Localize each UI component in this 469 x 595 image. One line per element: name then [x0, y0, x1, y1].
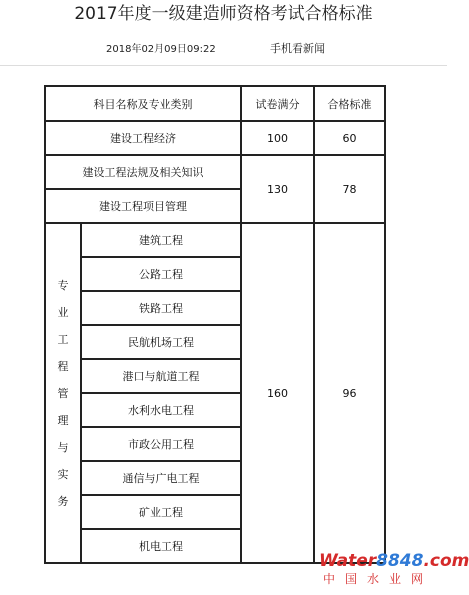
subject-economy: 建设工程经济	[45, 121, 241, 155]
full-score-professional: 160	[241, 223, 314, 563]
watermark-brand: Water8848.com	[319, 551, 469, 571]
pass-standard-table	[44, 85, 386, 564]
professional-item: 市政公用工程	[81, 427, 241, 461]
professional-item: 铁路工程	[81, 291, 241, 325]
pass-score-professional: 96	[314, 223, 385, 563]
subject-law: 建设工程法规及相关知识	[45, 155, 241, 189]
header-full-score: 试卷满分	[241, 86, 314, 121]
source-link[interactable]: 手机看新闻	[270, 42, 325, 55]
professional-item: 矿业工程	[81, 495, 241, 529]
table-row	[45, 223, 385, 257]
professional-item: 机电工程	[81, 529, 241, 563]
professional-item: 公路工程	[81, 257, 241, 291]
pass-score-group2: 78	[314, 155, 385, 223]
professional-category	[45, 223, 81, 563]
article-title: 2017年度一级建造师资格考试合格标准	[74, 4, 373, 24]
professional-item: 港口与航道工程	[81, 359, 241, 393]
watermark-cn: 中国水业网	[323, 572, 434, 586]
table-row	[45, 121, 385, 155]
table-row	[45, 155, 385, 189]
professional-item: 建筑工程	[81, 223, 241, 257]
subject-management: 建设工程项目管理	[45, 189, 241, 223]
full-score-economy: 100	[241, 121, 314, 155]
professional-item: 水利水电工程	[81, 393, 241, 427]
professional-category-label: 专业工程管理与实务	[57, 278, 69, 508]
site-watermark	[319, 551, 469, 591]
pass-score-economy: 60	[314, 121, 385, 155]
header-subject: 科目名称及专业类别	[45, 86, 241, 121]
publish-date: 2018年02月09日09:22	[106, 44, 216, 55]
full-score-group2: 130	[241, 155, 314, 223]
professional-item: 民航机场工程	[81, 325, 241, 359]
table-header-row	[45, 86, 385, 121]
header-pass-score: 合格标准	[314, 86, 385, 121]
divider	[0, 65, 447, 66]
professional-item: 通信与广电工程	[81, 461, 241, 495]
